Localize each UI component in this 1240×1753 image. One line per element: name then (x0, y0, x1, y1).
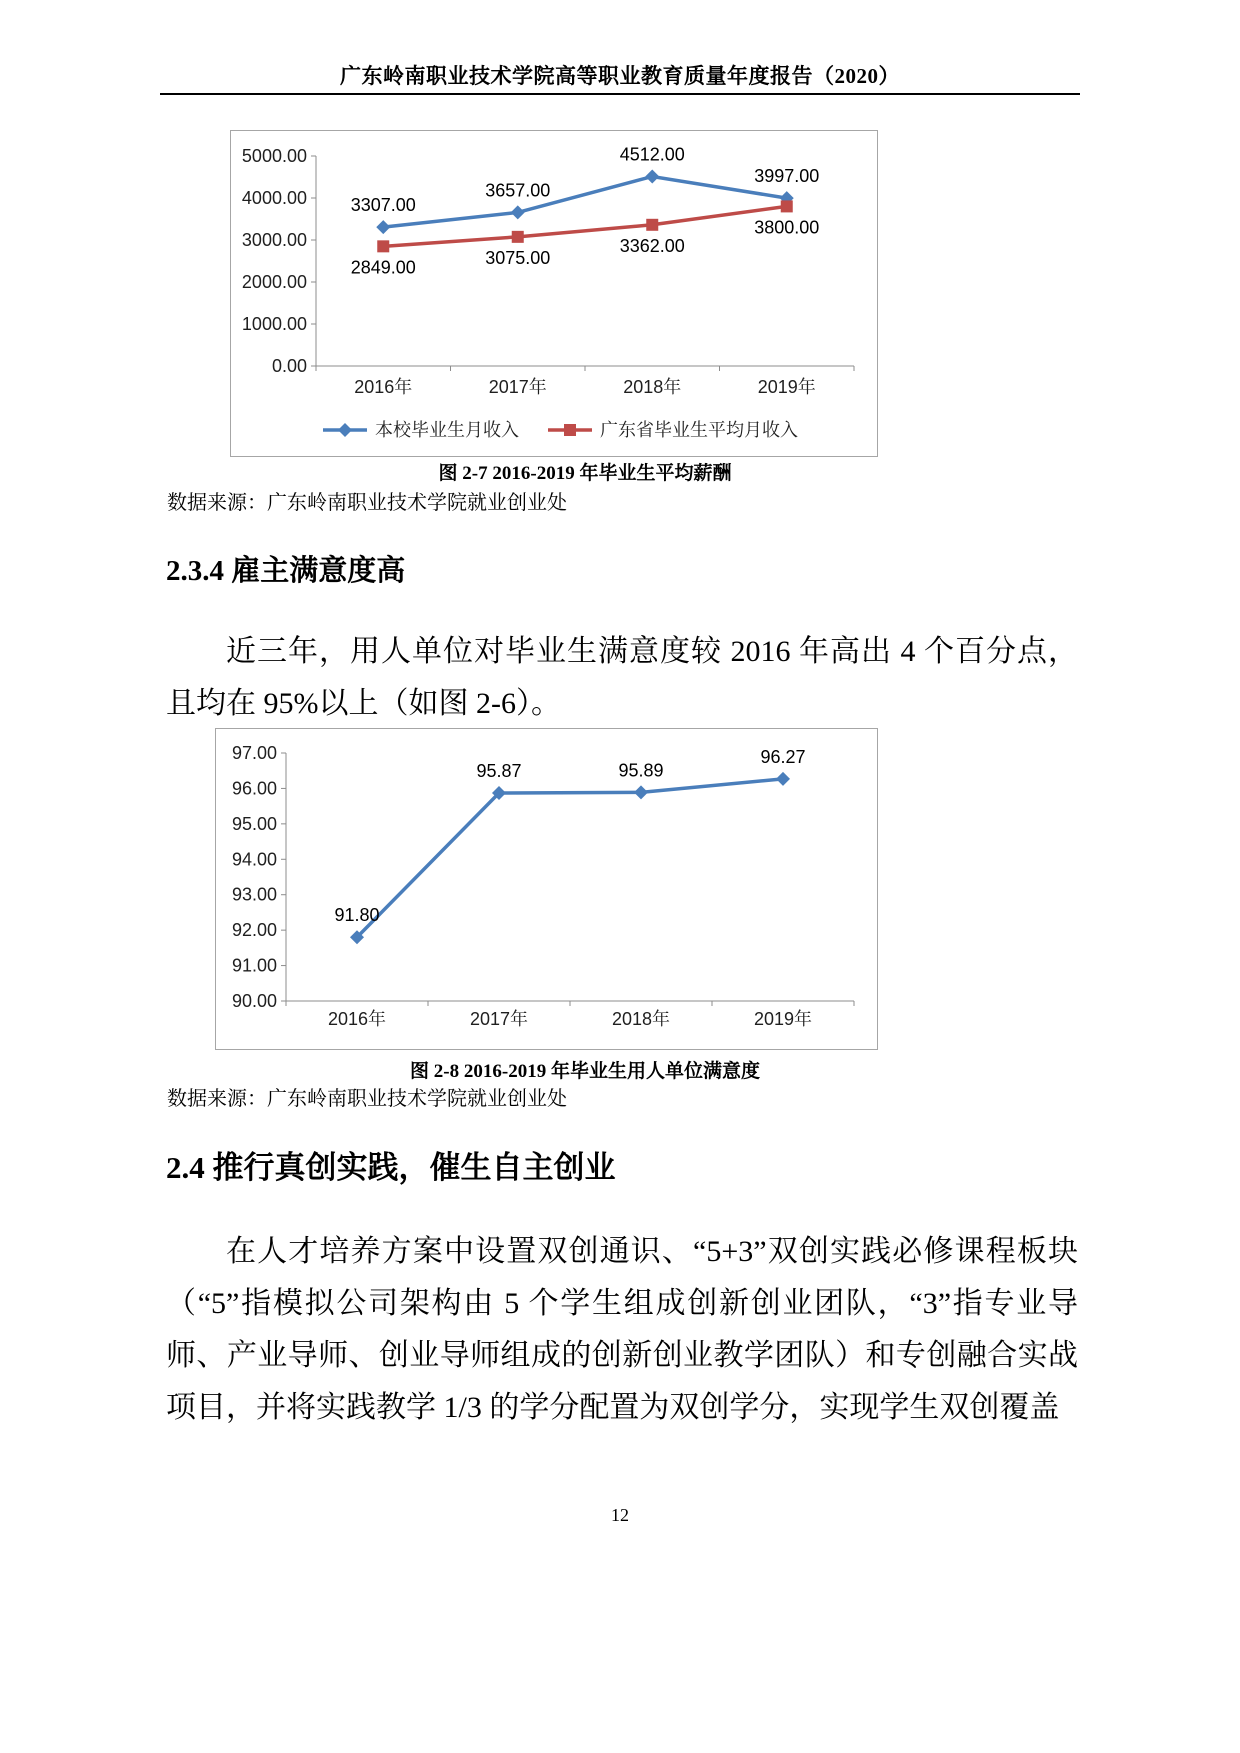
figure-2-8-chart (216, 729, 877, 1049)
data-label: 3307.00 (350, 195, 416, 216)
y-tick-label: 95.00 (231, 813, 277, 834)
data-label: 91.80 (334, 905, 380, 926)
paragraph-2-3-4: 近三年，用人单位对毕业生满意度较 2016 年高出 4 个百分点，且均在 95%以上（如图 2-6）。 (166, 635, 1078, 720)
x-tick-label: 2018年 (611, 1009, 671, 1029)
y-tick-label: 92.00 (231, 920, 277, 941)
legend-label: 本校毕业生月收入 (375, 420, 519, 440)
data-label: 3075.00 (485, 247, 551, 268)
square-marker (781, 200, 793, 212)
y-tick-label: 91.00 (231, 955, 277, 976)
figure-2-8-caption: 图 2-8 2016-2019 年毕业生用人单位满意度 (410, 1061, 760, 1082)
square-marker (564, 424, 576, 436)
section-heading-2-4: 2.4 推行真创实践，催生自主创业 (166, 1150, 616, 1185)
y-tick-label: 5000.00 (241, 146, 307, 166)
x-tick-label: 2017年 (469, 1009, 529, 1029)
y-tick-label: 93.00 (231, 884, 277, 905)
series-line (383, 206, 787, 246)
x-tick-label: 2017年 (488, 377, 547, 397)
x-tick-label: 2019年 (757, 377, 816, 397)
diamond-marker (338, 423, 352, 437)
series-line (383, 176, 787, 227)
data-label: 3997.00 (754, 166, 820, 187)
paragraph-2-4: 在人才培养方案中设置双创通识、“5+3”双创实践必修课程板块（“5”指模拟公司架构由 5 个学生组成创新创业团队，“3”指专业导师、产业导师、创业导师组成的创新创业教学团队）和专创融合实战项目，并将实践教学 1/3 的学分配置为双创学分，实现学生双创覆盖 (166, 1235, 1078, 1424)
x-tick-label: 2019年 (753, 1009, 813, 1029)
y-tick-label: 94.00 (231, 849, 277, 870)
data-label: 95.89 (618, 760, 664, 781)
y-tick-label: 1000.00 (241, 314, 307, 334)
diamond-marker (511, 205, 525, 219)
y-tick-label: 3000.00 (241, 230, 307, 250)
x-tick-label: 2016年 (327, 1009, 387, 1029)
series-line (357, 779, 783, 937)
figure-2-8-source: 数据来源：广东岭南职业技术学院就业创业处 (167, 1088, 567, 1110)
section-heading-2-3-4: 2.3.4 雇主满意度高 (166, 555, 406, 587)
header-divider (160, 93, 1080, 95)
y-tick-label: 96.00 (231, 778, 277, 799)
y-tick-label: 97.00 (231, 743, 277, 763)
diamond-marker (645, 169, 659, 183)
y-tick-label: 0.00 (271, 356, 307, 376)
diamond-marker (776, 772, 790, 786)
page-number: 12 (611, 1505, 629, 1525)
diamond-marker (376, 220, 390, 234)
figure-2-7-caption: 图 2-7 2016-2019 年毕业生平均薪酬 (438, 463, 732, 484)
diamond-marker (634, 785, 648, 799)
x-tick-label: 2018年 (623, 377, 682, 397)
square-marker (646, 219, 658, 231)
data-label: 3800.00 (754, 217, 820, 238)
data-label: 3362.00 (619, 235, 685, 256)
y-tick-label: 90.00 (231, 991, 277, 1011)
square-marker (377, 240, 389, 252)
data-label: 3657.00 (485, 180, 551, 201)
data-label: 4512.00 (619, 144, 685, 165)
legend-label: 广东省毕业生平均月收入 (600, 420, 798, 440)
square-marker (512, 231, 524, 243)
data-label: 96.27 (760, 746, 806, 767)
figure-2-7-source: 数据来源：广东岭南职业技术学院就业创业处 (167, 492, 567, 514)
salary-chart-box (230, 130, 878, 457)
report-header: 广东岭南职业技术学院高等职业教育质量年度报告（2020） (340, 64, 900, 88)
x-tick-label: 2016年 (354, 377, 413, 397)
y-tick-label: 2000.00 (241, 272, 307, 292)
satisfaction-chart-box (215, 728, 878, 1050)
data-label: 95.87 (476, 761, 522, 782)
figure-2-7-chart (231, 131, 877, 456)
y-tick-label: 4000.00 (241, 188, 307, 208)
data-label: 2849.00 (350, 257, 416, 278)
